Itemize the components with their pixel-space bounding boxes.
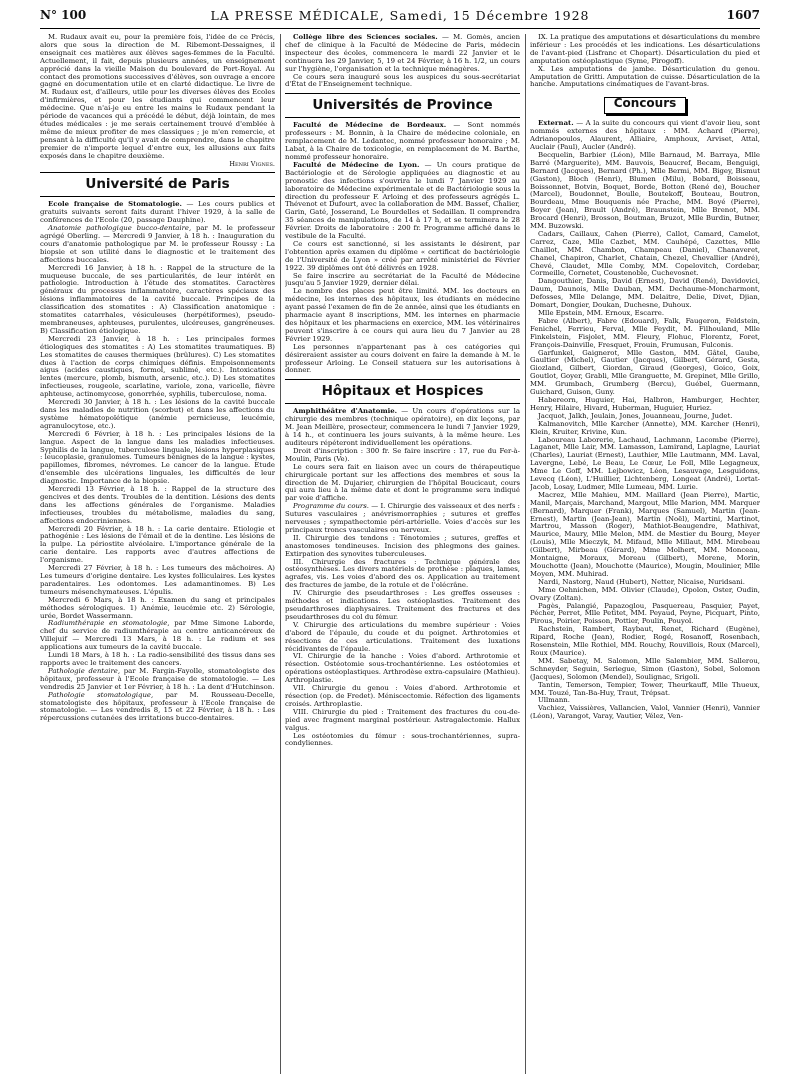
name-list-paragraph: Ullmann.: [538, 696, 570, 705]
college-notice: [285, 34, 520, 74]
issue-number: N° 100: [40, 8, 87, 22]
name-list-paragraph: Fabre (Albert), Fabre (Edouard), Falk, Faugeron, Feldstein, Fenichel, Ferrieu, Ferval, Mlle Feydit, M. Filhouland, Mlle Finkelstein, Fisjolet, MM. Fleury, Flohuc, Florentz, Foret, François-Dainville, Fresquet, Frouin, Frumusan, Fulconis.: [530, 316, 760, 349]
name-list-paragraph: Vachiez, Vaissières, Vallancien, Valol, Vannier (Henri), Vannier (Léon), Varangot, Varay, Vautier, Vélez, Ven-: [530, 704, 760, 721]
section-heading-box: [285, 93, 520, 118]
section-title-concours: Concours: [613, 96, 677, 111]
dental-pathology-text: par M. Fargin-Fayolle, stomatologiste des hôpitaux, professeur à l'Ecole française de stomatologie. — Les vendredis 25 Janvier et 1er Février, à 18 h. : La dent d'Hutchinson.: [40, 666, 275, 691]
dental-pathology-course: [40, 668, 275, 692]
name-list-paragraph: Tantin, Temerson, Tempier, Tower, Theurkauff, Mlle Thueux, MM. Touzé, Tan-Ba-Huy, Traut, Trépsat.: [530, 680, 760, 697]
name-list-paragraph: Dangouthier, Danis, David (Ernest), David (René), Davidovici, Daum, Daunois, Mlle Dauban, MM. Dechaume-Moncharmont, Defosses, Mlle Delange, MM. Delaitre, Delie, Divet, Djian, Domart, Dongier, Doukan, Duchesne, Duhoux.: [530, 277, 760, 310]
program-item: VIII. Chirurgie du pied : Traitement des fractures du cou-de-pied avec fragment marginal postérieur. Astragalectomie. Hallux valgus.: [285, 707, 520, 732]
externat-title: Externat.: [538, 119, 574, 128]
amphitheatre-paragraph: Le cours sera fait en liaison avec un cours de thérapeutique chirurgicale portant sur les affections des membres et sous la direction de M. Dujarier, chirurgien de l'hôpital Boucicaut, cours qui aura lieu à la même date et dont le programme sera indiqué par voie d'affiche.: [285, 462, 520, 503]
review-signature: Henri Vignes.: [229, 159, 275, 168]
name-list-paragraph: Habereorn, Huguier, Hai, Halbron, Hamburger, Hechter, Henry, Hilaire, Hivard, Huberman, Huguier, Huriez.: [530, 395, 760, 412]
lyon-notice: [285, 162, 520, 241]
journal-title: LA PRESSE MÉDICALE, Samedi, 15 Décembre 1928: [210, 8, 590, 23]
lyon-title: Faculté de Médecine de Lyon.: [293, 160, 420, 169]
program-item: V. Chirurgie des articulations du membre supérieur : Voies d'abord de l'épaule, du coude et du poignet. Arthrotomies et résections de ces articulations. Traitement des luxations récidivantes de l'épaule.: [285, 620, 520, 653]
name-list-paragraph: MM. Sabetay, M. Salomon, Mlle Salembier, MM. Sallerou, Schneyder, Seguin, Seriegue, Simon (Gaston), Sobel, Solomon (Jacques), Solomon (Mendel), Soulignac, Srigoli.: [530, 656, 760, 681]
stomato-pathology-course: [40, 692, 275, 724]
college-title: Collège libre des Sciences sociales.: [293, 34, 438, 41]
name-list-paragraph: Jacquot, Jalkh, Jeulain, Jones, Jouanneau, Journe, Judet.: [538, 411, 733, 420]
name-list-paragraph: Becquelin, Barbier (Léon), Mlle Barnaud, M. Barraya, Mlle Barré (Marguerite), MM. Bauvois, Beaucref, Becam, Benguigi, Bernard (Jacques), Bernard (Ph.), Mlle Bermi, MM. Bigey, Bismut (Gaston), Bloch (Henri), Blumen (Milu), Bobard, Boisseau, Boissonnet, Botvin, Boquet, Borde, Botton (René de), Boucher (Marcel), Boudonnet, Boulle, Boutekoff, Bouteau, Boutron, Bourdeau, Mme Bouquenis née Prache, MM. Boyé (Pierre), Boyer (Jean), Brault (André), Braunstein, Mlle Brenot, MM. Brocard (Henri), Brosson, Boutman, Bruzot, Mlle Burdin, Butner, MM. Buzowski.: [530, 150, 760, 231]
bordeaux-title: Faculté de Médecine de Bordeaux.: [293, 121, 447, 130]
name-list-paragraph: Garfunkel, Gaignerot, Mlle Gaston, MM. Gâtel, Gaube, Gaultier (Michel), Gautier (Jacques), Gilbert, Gérard, Gesta, Giozland, Gilbert, Giordan, Giraud (Georges), Goico, Goix, Goutlot, Goyer, Grabli, Mlle Granguette, M. Grepinet, Mlle Grillo, MM. Grumbach, Grumberg (Bercu), Guébel, Guermann, Guichard, Guison, Guny.: [530, 348, 760, 397]
program-item: VI. Chirurgie de la hanche : Voies d'abord. Arthrotomie et résection. Ostéotomie sous-trochantérienne. Les ostéotomies et opérations ostéoplastiques. Arthrodèse extra-capsulaire (Mathieu). Arthroplastie.: [285, 652, 520, 685]
anatomy-amphitheatre-notice: [285, 408, 520, 448]
school-intro: — Les cours publics et gratuits suivants seront faits durant l'hiver 1929, à la salle de conférences de l'Ecole (20, passage Dauphine).: [40, 200, 275, 225]
program-item: IX. La pratique des amputations et désarticulations du membre inférieur : Les procédés et les indications. Les désarticulations de l'avant-pied (Lisfranc et Chopart). Désarticulation du pied et amputation ostéoplastique (Syme, Pirogoff).: [530, 34, 760, 65]
name-list-paragraph: Cadars, Caillaux, Cahen (Pierre), Callot, Camard, Camelot, Carrez, Caze, Mlle Cazbet, MM. Cauhépé, Cazettes, Mlle Chaillot, MM. Chambon, Champeau (Daniel), Chanaveret, Chanel, Chapiron, Charlet, Chatain, Chezel, Chevallier (André), Chevé, Claudet, Mlle Comby, MM. Copelovitch, Cordebar, Cormeille, Cornetet, Coustenoble, Cuchevosnet.: [530, 229, 760, 278]
column-left: [40, 34, 275, 1074]
page-number: 1607: [726, 8, 760, 22]
anatomy-title: Anatomie pathologique bucco-dentaire,: [48, 224, 192, 233]
college-text-2: Ce cours sera inauguré sous les auspices du sous-secrétariat d'État de l'Enseignement technique.: [285, 72, 520, 89]
amphitheatre-paragraph: Droit d'inscription : 300 fr. Se faire inscrire : 17, rue du Fer-à-Moulin, Paris (Ve).: [285, 446, 520, 463]
program-item: Les ostéotomies du fémur : sous-trochantériennes, supra-condyliennes.: [285, 731, 520, 748]
name-list-paragraph: Mlle Epstein, MM. Ernoux, Escarre.: [538, 309, 665, 317]
bordeaux-notice: [285, 122, 520, 162]
anatomy-text: par M. le professeur agrégé Oberling. — Mercredi 9 Janvier, à 18 h. : Inauguration du cours d'anatomie pathologique par M. le professeur Roussy : La biopsie et son utilité dans le diagnostic et le traitement des affections buccales.: [40, 224, 275, 264]
stomatology-notice: [40, 201, 275, 225]
name-list-paragraph: Kalmanovitch, Mlle Karcher (Annette), MM. Karcher (Henri), Klein, Kruiter, Krivine, Kun.: [530, 419, 760, 436]
program-item: [285, 503, 520, 535]
lecture-item: Mercredi 6 Février, à 18 h. : Les principales lésions de la langue. Aspect de la langue dans les maladies infectieuses. Syphilis de la langue, tuberculose linguale, lésions hyperplasiques : leucoplasie, granulomes. Tumeurs bénignes de la langue : kystes, papillomes, fibromes, névromes. Le cancer de la langue. Etude d'ensemble des ulcérations linguales, les difficultés de leur diagnostic. Importance de la biopsie.: [40, 429, 275, 486]
school-title: Ecole française de Stomatologie.: [48, 200, 182, 209]
name-list-paragraph: Nardi, Nastorg, Naud (Hubert), Netter, Nicaise, Nuridsani.: [538, 577, 745, 586]
lecture-item: Lundi 18 Mars, à 18 h. : La radio-sensibilité des tissus dans ses rapports avec le traitement des cancers.: [40, 651, 275, 667]
column-rule: [525, 34, 526, 1074]
program-item: II. Chirurgie des tendons : Ténotomies ; sutures, greffes et anastomoses tendineuses. Incision des phlegmons des gaines. Extirpation des synovites tuberculeuses.: [285, 533, 520, 558]
section-title-province: Universités de Province: [312, 97, 493, 114]
name-list-paragraph: Pagès, Palangié, Papazoglou, Pasquereau, Pasquier, Payet, Pécher, Perret, Mlle Petitet, MM. Peyaud, Peyne, Picquart, Pinto, Pirous, Poirier, Poisson, Pottier, Poulin, Pouyol.: [530, 601, 760, 626]
lecture-item: Mercredi 30 Janvier, à 18 h. : Les lésions de la cavité buccale dans les maladies de nutrition (scorbut) et dans les affections du système hématopoïétique (anémie pernicieuse, leucémie, agranulocytose, etc.).: [40, 398, 275, 430]
concours-heading-box: [604, 97, 686, 114]
stomato-pathology-text: par M. Rousseau-Decelle, stomatologiste des hôpitaux, professeur à l'Ecole française de stomatologie. — Les vendredis 8, 15 et 22 Février, à 18 h. : Les répercussions cutanées des irritations bucco-dentaires.: [40, 690, 275, 723]
college-text: — M. Gomès, ancien chef de clinique à la Faculté de Médecine de Paris, médecin inspecteur des écoles, commencera le mardi 22 Janvier et le continuera les 29 Janvier, 5, 19 et 24 Février, à 16 h. 1/2, un cours sur l'hygiène, l'organisation et la technique ménagères.: [285, 34, 520, 73]
lecture-item: Mercredi 27 Février, à 18 h. : Les tumeurs des mâchoires. A) Les tumeurs d'origine dentaire. Les kystes folliculaires. Les kystes paradentaires. Les odontomes. Les adamantinomes. B) Les tumeurs mésenchymateuses. L'épulis.: [40, 564, 275, 596]
program-item: III. Chirurgie des fractures : Technique générale des ostéosynthèses. Les divers matériels de prothèse : plaques, lames, agrafes, vis. Les voies d'abord des os. Application au traitement des fractures de jambe, de la rotule et de l'olécrâne.: [285, 557, 520, 590]
column-middle: [285, 34, 520, 1074]
dental-pathology-title: Pathologie dentaire,: [48, 666, 121, 675]
lyon-text: — Un cours pratique de Bactériologie et de Sérologie appliquées au diagnostic et au pronostic des infections s'ouvrira le lundi 7 Janvier 1929 au laboratoire de Médecine expérimentale et de Bactériologie sous la direction du professeur F. Arloing et des professeurs agrégés L. Thévenot et Dufourt, avec la collaboration de MM. Basset, Chalier, Garin, Gaté, Josserand, Le Bourdelles et Sedaillan. Il comprendra 35 séances de manipulations, de 14 à 17 h, et se terminera le 28 Février. Droits de laboratoire : 200 fr. Programme affiché dans le vestibule de la Faculté.: [285, 160, 520, 241]
lyon-paragraph: Les personnes n'appartenant pas à ces catégories qui désireraient assister au cours doivent en faire la demande à M. le professeur Arloing. Le Conseil statuera sur les autorisations à donner.: [285, 342, 520, 375]
column-right: [530, 34, 760, 1074]
lyon-paragraph: Le nombre des places peut être limité. MM. les docteurs en médecine, les internes des hôpitaux, les étudiants en médecine ayant passé l'examen de fin de 2e année, ainsi que les étudiants en pharmacie ayant 8 inscriptions, MM. les internes en pharmacie des hôpitaux et les pharmaciens en exercice, MM. les vétérinaires peuvent s'inscrire à ce cours qui aura lieu du 7 Janvier au 28 Février 1929.: [285, 287, 520, 343]
name-list-paragraph: Mme Oehnichen, MM. Olivier (Claude), Opolon, Oster, Oudin, Ovary (Zoltan).: [530, 585, 760, 602]
name-list-paragraph: Macrez, Mlle Mahieu, MM. Maillard (Jean Pierre), Martic, Manil, Marçais, Marchand, Margout, Mlle Marion, MM. Marquer (Bernard), Marquer (Frank), Marques (Samuel), Martin (Jean-Ernest), Martin (Jean-Jean), Martin (Noël), Martini, Martinot, Martrou, Masson (Roger), Mathiot-Beaugendre, Mathivat, Maurice, Maury, Mlle Melon, MM. de Mestier du Bourg, Meyer (Louis), Mlle Mieczyk, M. Mifaud, Mlle Millaut, MM. Mirebeau (Gilbert), Mirbeau (Gérard), Mme Molhert, MM. Monceau, Montaigne, Moraux, Moreau (Gilbert), Morene, Morin, Mouchotte (Jean), Mouchotte (Maurice), Mougin, Moulinier, Mlle Moyen, MM. Muhirad.: [530, 490, 760, 578]
bordeaux-text: — Sont nommés professeurs : M. Bonnin, à la Chaire de médecine coloniale, en remplacement de M. Ledantec, nommé professeur honoraire ; M. Labat, à la Chaire de toxicologie, en remplacement de M. Barthe, nommé professeur honoraire.: [285, 121, 520, 161]
section-title-hospitals: Hôpitaux et Hospices: [321, 383, 484, 400]
lyon-paragraph: Ce cours est sanctionné, si les assistants le désirent, par l'obtention après examen du diplôme « certificat de bactériologie de l'Université de Lyon » créé par arrêté ministériel de Février 1922. 39 diplômes ont été délivrés en 1928.: [285, 239, 520, 272]
lyon-paragraph: Se faire inscrire au secrétariat de la Faculté de Médecine jusqu'au 5 Janvier 1929, dernier délai.: [285, 271, 520, 288]
stomato-pathology-title: Pathologie stomatologique,: [48, 690, 154, 699]
program-item: IV. Chirurgie des pseudarthroses : Les greffes osseuses : méthodes et indications. Les ostéoplasties. Traitement des pseudarthroses diaphysaires. Traitement des fractures et des pseudarthroses du col du fémur.: [285, 589, 520, 621]
lecture-item: Mercredi 23 Janvier, à 18 h. : Les principales formes étiologiques des stomatites : A) Les stomatites traumatiques. B) Les stomatites de causes thermiques (brûlures). C) Les stomatites dues à l'action de corps chimiques définis. Empoisonnements aigus (acides caustiques, formol, sublimé, etc.). Intoxications lentes (mercure, plomb, bismuth, arsenic, etc.). D) Les stomatites infectieuses, rougeole, scarlatine, variole, zona, varicelle, fièvre aphteuse, actinomycose, gonorrhée, syphilis, tuberculose, noma.: [40, 334, 275, 399]
page-header: [40, 6, 760, 29]
externat-text: — A la suite du concours qui vient d'avoir lieu, sont nommés externes des hôpitaux : MM. Achard (Pierre), Adrianopoulos, Alaurent, Alliaire, Amphoux, Arviset, Attal, Auclair (Paul), Aucler (André).: [530, 119, 760, 151]
review-paragraph: M. Rudaux avait eu, pour la première fois, l'idée de ce Précis, alors que sous la direction de M. Ribemont-Dessaignes, il enseignait ces matières aux élèves sages-femmes de la Faculté. Actuellement, il fait, depuis plusieurs années, un enseignement apprécié dans la vieille Maison du boulevard de Port-Royal. Au contact des promotions successives d'élèves, son ouvrage a encore gagné en documentation utile et en clarté didactique. Le livre de M. Rudaux est, d'ailleurs, utile pour les diverses élèves des Ecoles d'infirmières, et pour les étudiants qui commencent leur médecine. Que n'ai-je eu entre les mains le Rudaux pendant la période de vacances qui a précédé le début, déjà lointain, de mes études médicales : je me serais certainement trouvé d'emblée à même de mieux profiter de mes classiques ; je m'en remercie, et pensant à la difficulté qu'il y avait de comprendre, dans le chapitre premier de n'importe lequel d'entre eux, les allusions aux faits exposés dans le chapitre deuxième.: [40, 34, 275, 160]
lecture-item: Mercredi 16 Janvier, à 18 h. : Rappel de la structure de la muqueuse buccale, de ses particularités, de leur intérêt en pathologie. Introduction à l'étude des stomatites. Caractères généraux du processus inflammatoire, caractères spéciaux des lésions inflammatoires de la cavité buccale. Principes de la classification des stomatites : A) Classification anatomique : stomatites catarrhales, vésiculeuses (herpétiformes), pseudo-membraneuses, aphteuses, purulentes, ulcéreuses, gangréneuses. B) Classification étiologique.: [40, 263, 275, 335]
section-title-paris: Université de Paris: [85, 176, 230, 193]
amphitheatre-text: — Un cours d'opérations sur la chirurgie des membres (technique opératoire), en dix leçons, par M. Jean Meillère, prosecteur, commencera le lundi 7 Janvier 1929, à 14 h., et continuera les jours suivants, à la même heure. Les auditeurs répéteront individuellement les opérations.: [285, 407, 520, 447]
radium-text: par Mme Simone Laborde, chef du service de radiumthérapie au centre anticancéreux de Villejuif — Mercredi 13 Mars, à 18 h. : Le radium et ses applications aux tumeurs de la cavité buccale.: [40, 619, 275, 652]
radium-title: Radiumthérapie en stomatologie,: [48, 619, 170, 628]
section-heading-box: [40, 172, 275, 197]
amphitheatre-title: Amphithéâtre d'Anatomie.: [293, 407, 398, 416]
program-item: VII. Chirurgie du genou : Voies d'abord. Arthrotomie et résection (op. de Fredet). Méniscectomie. Réfection des ligaments croisés. Arthroplastie.: [285, 684, 520, 708]
column-rule: [280, 34, 281, 1074]
lecture-item: Mercredi 20 Février, à 18 h. : La carie dentaire. Etiologie et pathogénie : Les lésions de l'émail et de la dentine. Les lésions de la pulpe. La périostite alvéolaire. L'importance générale de la carie dentaire. Les rapports avec d'autres affections de l'organisme.: [40, 524, 275, 565]
section-heading-box: [285, 379, 520, 404]
externat-notice: [530, 120, 760, 152]
radium-course: [40, 620, 275, 652]
name-list-paragraph: Laboureau Laborerie, Lachaud, Lachmann, Lacombe (Pierre), Laganet, Mlle Lair, MM. Lamasson, Lamirand, Laplagne, Lauriat (Charles), Lauriat (Ernest), Lauthier, Mlle Lautmann, MM. Laval, Lavergne, Lebé, Le Beau, Le Cœur, Le Foll, Mlle Legagneux, Mme Le Goff, MM. Lejbowicz, Léon, Lesauvage, Lesguidons, Levecq (Léon), L'Huillier, Lichtenberg, Longeat (André), Lortat-Jacob, Losay, Ludmer, Mlle Lumeau, MM. Lurie.: [530, 435, 760, 491]
anatomy-course: [40, 225, 275, 265]
program-text: — I. Chirurgie des vaisseaux et des nerfs : Sutures vasculaires ; anévrismorraphies ; sutures et greffes nerveuses ; sympathectomie péri-artérielle. Voies d'accès sur les principaux troncs vasculaires ou nerveux.: [285, 502, 520, 534]
lecture-item: Mercredi 6 Mars, à 18 h. : Examen du sang et principales méthodes sérologiques. 1) Anémie, leucémie etc. 2) Sérologie, urée, Bordet Wassermann.: [40, 595, 275, 620]
name-list-paragraph: Rachstein, Rambert, Raybaut, Renet, Richard (Eugène), Ripard, Roche (Jean), Rodier, Rogé, Rosanoff, Rosenbach, Rosenstein, Mlle Rothiel, MM. Rouchy, Rouvillois, Roux (Marcel), Roux (Maurice).: [530, 625, 760, 657]
lecture-item: Mercredi 13 Février, à 18 h. : Rappel de la structure des gencives et des dents. Troubles de la dentition. Lésions des dents dans les affections générales de l'organisme. Maladies infectieuses, troubles du métabolisme, maladies du sang, affections endocriniennes.: [40, 485, 275, 525]
program-item: X. Les amputations de jambe. Désarticulation du genou. Amputation de Gritti. Amputation de cuisse. Désarticulation de la hanche. Amputations cinématiques de l'avant-bras.: [530, 64, 760, 89]
program-title: Programme du cours.: [293, 502, 369, 511]
